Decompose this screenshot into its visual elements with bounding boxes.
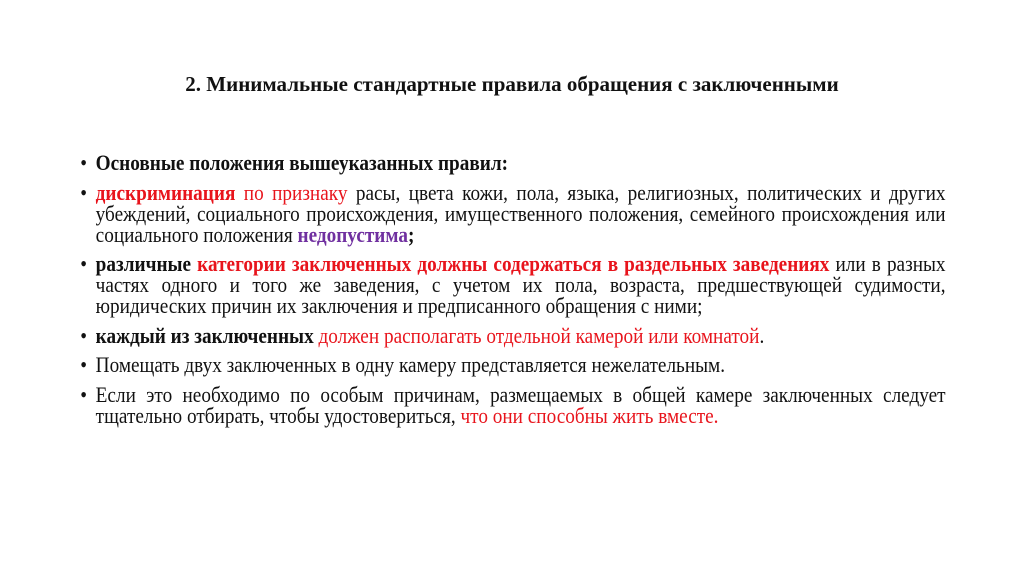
- bullet-icon: •: [80, 251, 88, 276]
- text-segment: .: [759, 322, 765, 348]
- text-segment: категории заключенных должны содержаться в раздельных заведениях: [197, 251, 830, 276]
- bullet-item: [82, 152, 946, 173]
- bullet-item: [80, 381, 946, 428]
- bullet-item: [80, 322, 946, 348]
- bullet-list: [82, 152, 946, 434]
- bullet-icon: •: [80, 381, 88, 407]
- text-segment: Основные положения вышеуказанных правил:: [95, 150, 509, 175]
- bullet-icon: •: [80, 322, 88, 348]
- text-segment: Если это необходимо по особым причинам, размещаемых в общей камере заключенных следует тщательно отбирать, чтобы удостовериться,: [95, 381, 946, 428]
- text-segment: различные: [95, 251, 198, 276]
- text-segment: по признаку: [243, 179, 356, 205]
- bullet-icon: •: [80, 352, 88, 377]
- text-segment: ;: [407, 221, 415, 247]
- bullet-item: [82, 253, 946, 316]
- text-segment: что они способны жить вместе.: [460, 402, 719, 428]
- text-segment: должен располагать отдельной камерой или комнатой: [318, 322, 760, 348]
- text-segment: дискриминация: [95, 179, 244, 205]
- bullet-item: [82, 354, 946, 375]
- text-segment: или в разных частях одного и того же заведения, с учетом их пола, возраста, предшествующей судимости, юридических причин их заключения и предписанного обращения с ними;: [95, 251, 946, 318]
- text-segment: недопустима: [297, 221, 408, 247]
- bullet-item: [80, 179, 946, 247]
- bullet-icon: •: [80, 179, 88, 205]
- text-segment: каждый из заключенных: [95, 322, 319, 348]
- slide-title: 2. Минимальные стандартные правила обращения с заключенными: [185, 72, 839, 96]
- bullet-icon: •: [80, 150, 88, 175]
- text-segment: Помещать двух заключенных в одну камеру представляется нежелательным.: [95, 352, 726, 377]
- text-segment: расы, цвета кожи, пола, языка, религиозных, политических и других убеждений, социального происхождения, имущественного положения, семейного происхождения или социального положения: [95, 179, 946, 247]
